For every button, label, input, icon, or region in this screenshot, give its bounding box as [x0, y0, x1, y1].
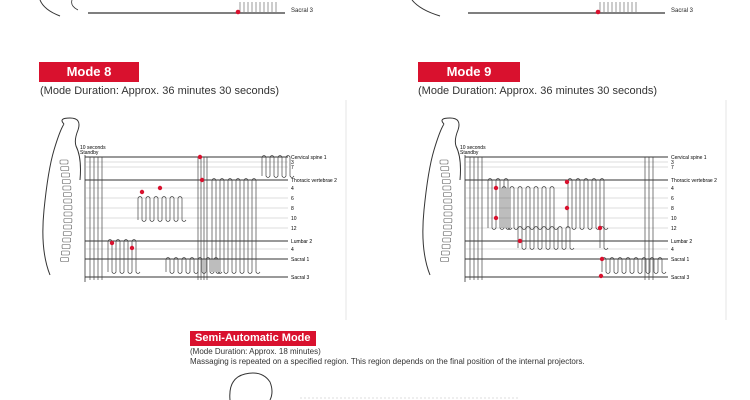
marker-dot [140, 190, 144, 194]
massage-path [488, 179, 512, 230]
vertebra [64, 199, 72, 203]
level-label: Lumbar 2 [291, 239, 313, 245]
massage-path [166, 258, 222, 274]
vertebra [440, 160, 448, 164]
level-label: 4 [671, 186, 674, 192]
vertebra [444, 199, 452, 203]
marker-dot [598, 226, 602, 230]
level-label: 10 [671, 216, 677, 222]
top-right-sacral3-label: Sacral 3 [671, 8, 694, 14]
semi-auto-description: Massaging is repeated on a specified region. This region depends on the final position of the internal projectors. [190, 357, 585, 366]
body-outline-top-left [40, 0, 60, 16]
vertebra [64, 206, 72, 210]
vertebra [63, 232, 71, 236]
semi-auto-title: Semi-Automatic Mode [190, 331, 316, 346]
mode-9-title: Mode 9 [418, 62, 520, 82]
vertebra [443, 232, 451, 236]
semi-auto-duration: (Mode Duration: Approx. 18 minutes) [190, 347, 321, 356]
vertebra [444, 219, 452, 223]
massage-path [262, 156, 294, 178]
vertebra [62, 245, 70, 249]
level-label: Cervical spine 1 [291, 155, 327, 161]
level-label: 4 [291, 247, 294, 253]
level-label: 4 [291, 186, 294, 192]
mode-8-title: Mode 8 [39, 62, 139, 82]
vertebra [444, 212, 452, 216]
timer-label: 10 seconds [80, 145, 106, 151]
level-label: 6 [671, 196, 674, 202]
standby-label: Standby [80, 150, 99, 156]
level-label: Sacral 3 [671, 275, 690, 281]
mode-8-duration: (Mode Duration: Approx. 36 minutes 30 seconds) [40, 85, 280, 97]
level-label: 7 [291, 165, 294, 171]
semi-auto-body-outline [190, 366, 290, 400]
marker-dot [158, 186, 162, 190]
vertebra [441, 167, 449, 171]
vertebra [63, 186, 71, 190]
marker-dot [200, 178, 204, 182]
level-label: 3 [671, 160, 674, 166]
vertebra [62, 173, 70, 177]
vertebra [64, 212, 72, 216]
mode-9-chart [410, 100, 740, 320]
level-label: Cervical spine 1 [671, 155, 707, 161]
marker-dot [600, 257, 604, 261]
top-partial-charts [0, 0, 750, 22]
level-label: Lumbar 2 [671, 239, 693, 245]
level-label: 3 [291, 160, 294, 166]
marker-dot [599, 274, 603, 278]
vertebra [64, 225, 72, 229]
level-label: Sacral 1 [291, 257, 310, 263]
marker-dot [494, 216, 498, 220]
level-label: Sacral 3 [291, 275, 310, 281]
vertebra [441, 251, 449, 255]
vertebra [62, 180, 70, 184]
marker-dot [518, 239, 522, 243]
vertebra [441, 258, 449, 262]
massage-path [602, 258, 666, 274]
level-label: Thoracic vertebrae 2 [291, 178, 337, 184]
massage-path [138, 197, 186, 222]
marker-dot [494, 186, 498, 190]
level-label: 8 [291, 206, 294, 212]
massage-path [600, 227, 608, 250]
vertebra [443, 193, 451, 197]
level-label: Sacral 1 [671, 257, 690, 263]
marker-dot [596, 10, 601, 15]
marker-dot [130, 246, 134, 250]
massage-path [568, 179, 608, 230]
marker-dot [565, 206, 569, 210]
body-outline-top-right [412, 0, 440, 16]
standby-label: Standby [460, 150, 479, 156]
marker-dot [110, 241, 114, 245]
marker-dot [236, 10, 241, 15]
marker-dot [565, 180, 569, 184]
level-label: Thoracic vertebrae 2 [671, 178, 717, 184]
level-label: 12 [671, 226, 677, 232]
level-label: 4 [671, 247, 674, 253]
mode-8-chart [30, 100, 360, 320]
vertebra [442, 173, 450, 177]
semi-auto-chart-top [300, 392, 520, 400]
vertebra [444, 225, 452, 229]
marker-dot [198, 155, 202, 159]
level-label: 10 [291, 216, 297, 222]
vertebra [60, 160, 68, 164]
vertebra [61, 251, 69, 255]
top-left-sacral3-label: Sacral 3 [291, 8, 314, 14]
timer-label: 10 seconds [460, 145, 486, 151]
level-label: 8 [671, 206, 674, 212]
vertebra [63, 193, 71, 197]
vertebra [442, 245, 450, 249]
vertebra [64, 219, 72, 223]
vertebra [61, 258, 69, 262]
vertebra [63, 238, 71, 242]
level-label: 7 [671, 165, 674, 171]
vertebra [442, 180, 450, 184]
vertebra [443, 186, 451, 190]
vertebra [61, 167, 69, 171]
level-label: 12 [291, 226, 297, 232]
massage-path [518, 227, 574, 250]
vertebra [444, 206, 452, 210]
vertebra [443, 238, 451, 242]
level-label: 6 [291, 196, 294, 202]
mode-9-duration: (Mode Duration: Approx. 36 minutes 30 seconds) [418, 85, 658, 97]
